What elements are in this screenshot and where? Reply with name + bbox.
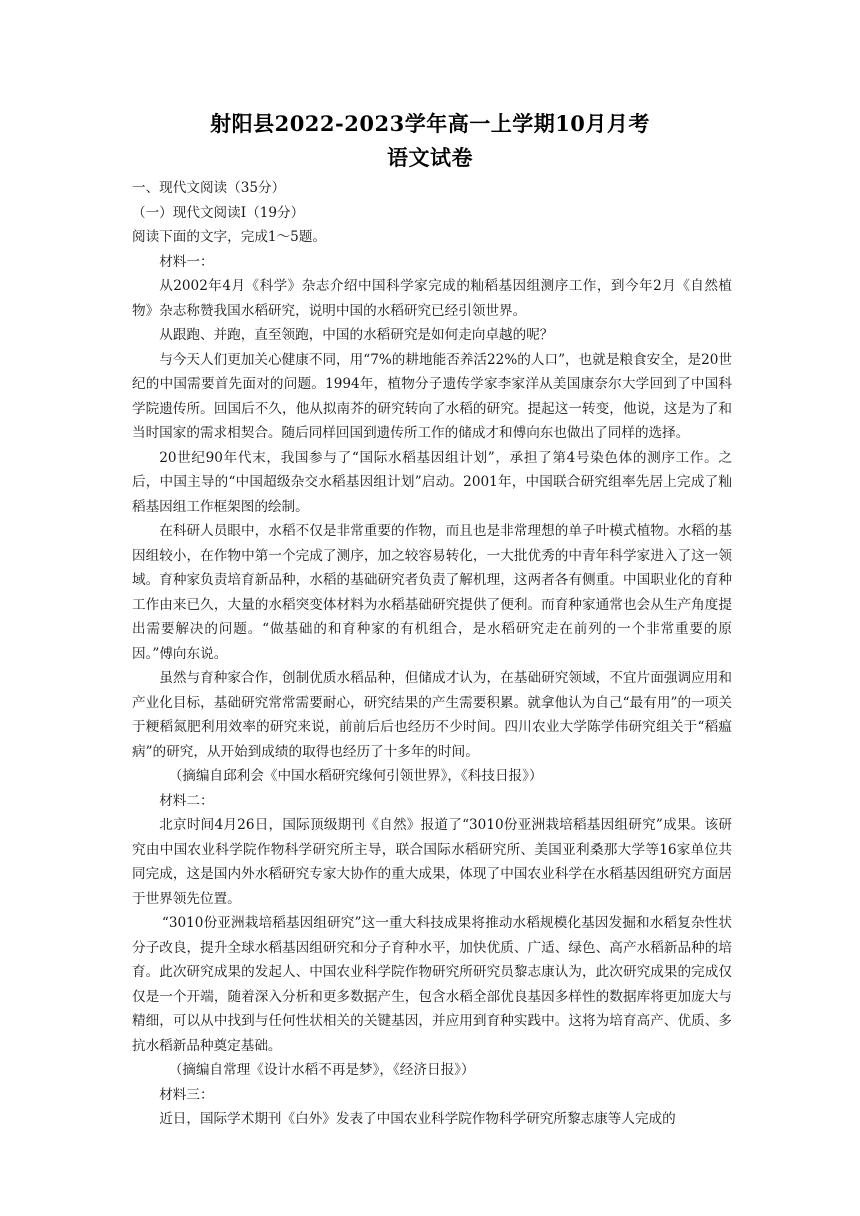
exam-title: 射阳县2022-2023学年高一上学期10月月考 <box>210 111 650 136</box>
material-1-source: （摘编自邱利会《中国水稻研究缘何引领世界》，《科技日报》） <box>168 768 543 784</box>
material-1-paragraph: 在科研人员眼中，水稻不仅是非常重要的作物，而且也是非常理想的单子叶模式植物。水稻的基因组较小，在作物中第一个完成了测序，加之较容易转化，一大批优秀的中青年科学家进入了这一领域。育种家负责培育新品种，水稻的基础研究者负责了解机理，这两者各有侧重。中国职业化的育种工作由来已久，大量的水稻突变体材料为水稻基础研究提供了便利。而育种家通常也会从生产角度提出需要解决的问题。“做基础的和育种家的有机组合，是水稻研究走在前列的一个非常重要的原因。”傅向东说。 <box>132 523 732 662</box>
material-1-paragraph: 与今天人们更加关心健康不同，用“7%的耕地能否养活22%的人口”，也就是粮食安全，是20世纪的中国需要首先面对的问题。1994年，植物分子遗传学家李家洋从美国康奈尔大学回到了中国科学院遗传所。回国后不久，他从拟南芥的研究转向了水稻的研究。提起这一转变，他说，这是为了和当时国家的需求相契合。随后同样回国到遗传所工作的储成才和傅向东也做出了同样的选择。 <box>132 351 732 441</box>
material-2-source: （摘编自常理《设计水稻不再是梦》，《经济日报》） <box>168 1062 475 1078</box>
material-2-paragraph: 北京时间4月26日，国际顶级期刊《自然》报道了“3010份亚洲栽培稻基因组研究”成果。该研究由中国农业科学院作物科学研究所主导，联合国际水稻研究所、美国亚利桑那大学等16家单位共同完成，这是国内外水稻研究专家大协作的重大成果，体现了中国农业科学在水稻基因组研究方面居于世界领先位置。 <box>132 817 732 907</box>
material-2-label: 材料二： <box>159 792 214 809</box>
material-3-paragraph: 近日，国际学术期刊《白外》发表了中国农业科学院作物科学研究所黎志康等人完成的 <box>159 1111 676 1127</box>
section-heading: 一、现代文阅读（35分） <box>132 180 286 196</box>
exam-body <box>132 176 732 1132</box>
material-1-paragraph: 虽然与育种家合作，创制优质水稻品种，但储成才认为，在基础研究领域，不宜片面强调应用和产业化目标，基础研究常常需要耐心，研究结果的产生需要积累。就拿他认为自己“最有用”的一项关于粳稻氮肥利用效率的研究来说，前前后后也经历不少时间。四川农业大学陈学伟研究组关于“稻瘟病”的研究，从开始到成绩的取得也经历了十多年的时间。 <box>132 670 732 760</box>
material-3-label: 材料三： <box>159 1086 214 1103</box>
exam-subtitle: 语文试卷 <box>387 145 473 170</box>
material-1-paragraph: 从2002年4月《科学》杂志介绍中国科学家完成的籼稻基因组测序工作，到今年2月《自然植物》杂志称赞我国水稻研究，说明中国的水稻研究已经引领世界。 <box>132 278 732 319</box>
material-1-paragraph: 20世纪90年代末，我国参与了“国际水稻基因组计划”，承担了第4号染色体的测序工作。之后，中国主导的“中国超级杂交水稻基因组计划”启动。2001年，中国联合研究组率先居上完成了籼稻基因组工作框架图的绘制。 <box>132 449 732 515</box>
subsection-heading: （一）现代文阅读Ⅰ（19分） <box>132 204 305 221</box>
material-2-paragraph: “3010份亚洲栽培稻基因组研究”这一重大科技成果将推动水稻规模化基因发掘和水稻复杂性状分子改良，提升全球水稻基因组研究和分子育种水平，加快优质、广适、绿色、高产水稻新品种的培育。此次研究成果的发起人、中国农业科学院作物研究所研究员黎志康认为，此次研究成果的完成仅仅是一个开端，随着深入分析和更多数据产生，包含水稻全部优良基因多样性的数据库将更加庞大与精细，可以从中找到与任何性状相关的关键基因，并应用到育种实践中。这将为培育高产、优质、多抗水稻新品种奠定基础。 <box>132 915 732 1054</box>
material-1-paragraph: 从跟跑、并跑，直至领跑，中国的水稻研究是如何走向卓越的呢？ <box>159 327 554 343</box>
material-1-label: 材料一： <box>159 253 214 270</box>
reading-instruction: 阅读下面的文字，完成1～5题。 <box>132 229 327 245</box>
